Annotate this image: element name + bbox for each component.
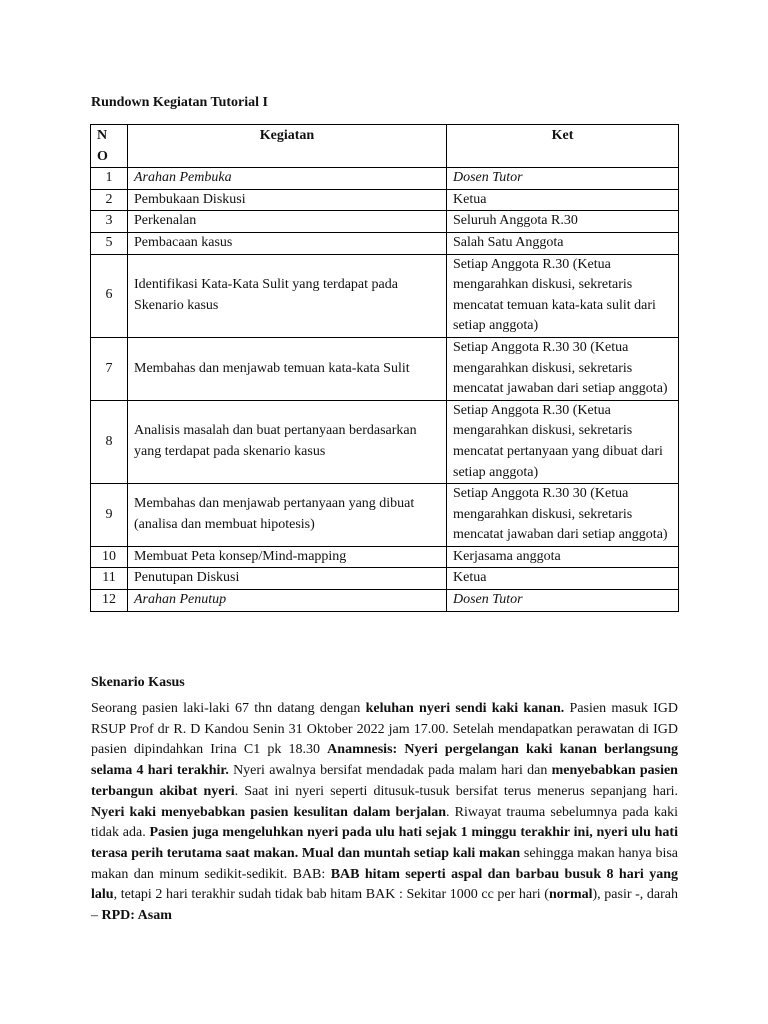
table-row xyxy=(91,232,679,254)
cell-kegiatan: Pembacaan kasus xyxy=(128,232,447,254)
cell-ket: Salah Satu Anggota xyxy=(447,232,679,254)
bold-text-run: keluhan nyeri sendi kaki kanan. xyxy=(365,701,565,716)
cell-no: 9 xyxy=(91,484,128,547)
bold-text-run: RPD: Asam xyxy=(101,908,172,924)
text-run: . Saat ini nyeri seperti ditusuk-tusuk bersifat terus menerus sepanjang hari. xyxy=(234,783,678,799)
cell-no: 3 xyxy=(91,211,128,233)
header-ket: Ket xyxy=(447,125,679,168)
header-no xyxy=(91,125,128,168)
cell-ket: Setiap Anggota R.30 30 (Ketua mengarahkan diskusi, sekretaris mencatat jawaban dari setiap anggota) xyxy=(447,484,679,547)
cell-no: 6 xyxy=(91,254,128,337)
cell-ket: Seluruh Anggota R.30 xyxy=(447,211,679,233)
cell-kegiatan: Identifikasi Kata-Kata Sulit yang terdapat pada Skenario kasus xyxy=(128,254,447,337)
cell-kegiatan: Arahan Penutup xyxy=(128,590,447,612)
table-row xyxy=(91,211,679,233)
cell-kegiatan: Membuat Peta konsep/Mind-mapping xyxy=(128,546,447,568)
cell-no: 8 xyxy=(91,400,128,483)
bold-text-run: normal xyxy=(548,887,593,903)
table-row xyxy=(91,400,679,483)
bold-text-run: menyebabkan pasien terbangun akibat nyeri xyxy=(91,763,678,799)
bold-text-run: Pasien juga mengeluhkan nyeri pada ulu hati sejak 1 minggu terakhir ini, nyeri ulu hati terasa perih terutama saat makan. Mual dan muntah setiap kali makan xyxy=(91,825,678,861)
cell-kegiatan: Membahas dan menjawab temuan kata-kata Sulit xyxy=(128,337,447,400)
cell-kegiatan: Perkenalan xyxy=(128,211,447,233)
bold-text-run: Anamnesis: Nyeri pergelangan kaki kanan berlangsung selama 4 hari terakhir. xyxy=(91,742,678,779)
cell-kegiatan: Membahas dan menjawab pertanyaan yang dibuat (analisa dan membuat hipotesis) xyxy=(128,484,447,547)
cell-ket: Ketua xyxy=(447,568,679,590)
cell-ket: Kerjasama anggota xyxy=(447,546,679,568)
cell-no: 2 xyxy=(91,189,128,211)
cell-kegiatan: Penutupan Diskusi xyxy=(128,568,447,590)
cell-no: 10 xyxy=(91,546,128,568)
header-no-label: N O xyxy=(97,128,108,164)
page-title: Rundown Kegiatan Tutorial I xyxy=(91,95,268,110)
table-row xyxy=(91,590,679,612)
text-run: Seorang pasien laki-laki 67 thn datang dengan xyxy=(91,701,366,716)
table-header-row xyxy=(91,125,679,168)
cell-no: 11 xyxy=(91,568,128,590)
text-run: Nyeri awalnya bersifat mendadak pada malam hari dan xyxy=(228,763,552,779)
text-run: ), pasir -, darah – xyxy=(91,887,678,924)
cell-ket: Setiap Anggota R.30 (Ketua mengarahkan diskusi, sekretaris mencatat pertanyaan yang dibuat dari setiap anggota) xyxy=(447,400,679,483)
bold-text-run: Nyeri kaki menyebabkan pasien kesulitan dalam berjalan xyxy=(91,804,447,820)
cell-ket: Setiap Anggota R.30 30 (Ketua mengarahkan diskusi, sekretaris mencatat jawaban dari setiap anggota) xyxy=(447,337,679,400)
table-row xyxy=(91,546,679,568)
cell-kegiatan: Pembukaan Diskusi xyxy=(128,189,447,211)
cell-ket: Dosen Tutor xyxy=(447,590,679,612)
table-row xyxy=(91,254,679,337)
cell-no: 5 xyxy=(91,232,128,254)
table-row xyxy=(91,568,679,590)
cell-kegiatan: Arahan Pembuka xyxy=(128,168,447,190)
text-run: , tetapi 2 hari terakhir sudah tidak bab hitam BAK : Sekitar 1000 cc per hari ( xyxy=(113,887,549,903)
section-heading-skenario: Skenario Kasus xyxy=(91,675,185,690)
cell-no: 12 xyxy=(91,590,128,612)
skenario-paragraph xyxy=(91,699,678,927)
text-run: sehingga makan hanya bisa makan dan minum sedikit-sedikit. BAB: xyxy=(91,845,678,882)
rundown-table xyxy=(90,124,679,612)
table-row xyxy=(91,168,679,190)
table-body xyxy=(91,168,679,611)
table-row xyxy=(91,189,679,211)
bold-text-run: BAB hitam seperti aspal dan barbau busuk 8 hari yang lalu xyxy=(91,866,678,903)
header-kegiatan: Kegiatan xyxy=(128,125,447,168)
cell-no: 7 xyxy=(91,337,128,400)
cell-ket: Ketua xyxy=(447,189,679,211)
cell-ket: Setiap Anggota R.30 (Ketua mengarahkan diskusi, sekretaris mencatat temuan kata-kata sulit dari setiap anggota) xyxy=(447,254,679,337)
table-row xyxy=(91,337,679,400)
text-run: . Riwayat trauma sebelumnya pada kaki tidak ada. xyxy=(91,804,678,841)
text-run: Pasien masuk IGD RSUP Prof dr R. D Kandou Senin 31 Oktober 2022 jam 17.00. Setelah mendapatkan perawatan di IGD pasien dipindahkan Irina C1 pk 18.30 xyxy=(91,701,678,758)
cell-kegiatan: Analisis masalah dan buat pertanyaan berdasarkan yang terdapat pada skenario kasus xyxy=(128,400,447,483)
cell-ket: Dosen Tutor xyxy=(447,168,679,190)
cell-no: 1 xyxy=(91,168,128,190)
table-row xyxy=(91,484,679,547)
